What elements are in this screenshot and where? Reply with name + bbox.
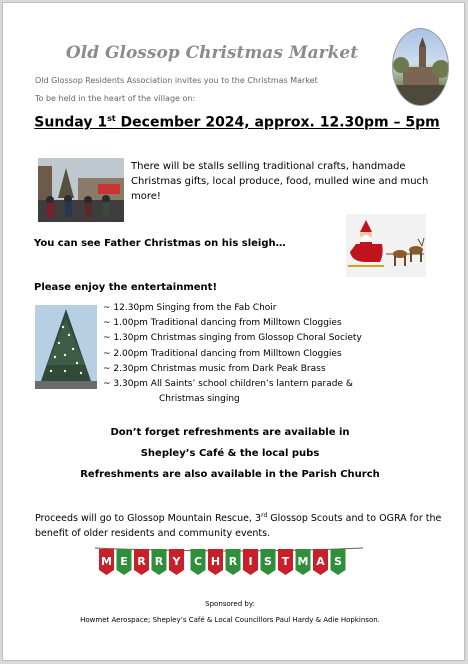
- schedule-item: ~ 1.00pm Traditional dancing from Milltown Cloggies: [103, 318, 342, 329]
- banner-flag: [191, 549, 206, 575]
- banner-letter: S: [264, 555, 272, 568]
- banner-letter: R: [137, 555, 146, 568]
- schedule-item: ~ 2.30pm Christmas music from Dark Peak Brass: [103, 363, 326, 374]
- banner-letter: A: [316, 555, 325, 568]
- banner-letter: M: [101, 555, 112, 568]
- banner-letter: I: [248, 555, 253, 568]
- market-crowd-photo: [38, 158, 124, 222]
- schedule-item: ~ 2.00pm Traditional dancing from Milltown Cloggies: [103, 348, 342, 359]
- refreshments-line-3: Refreshments are also available in the Parish Church: [80, 469, 380, 480]
- banner-flag: [117, 549, 132, 575]
- banner-flag: [313, 549, 328, 575]
- stalls-description: There will be stalls selling traditional crafts, handmade Christmas gifts, local produce, food, mulled wine and much more!: [131, 161, 429, 202]
- banner-flag: [208, 549, 223, 575]
- banner-flag: [152, 549, 167, 575]
- village-church-photo: [392, 28, 449, 106]
- refreshments-line-2: Shepley’s Café & the local pubs: [140, 448, 320, 459]
- banner-flag: [169, 549, 184, 575]
- schedule-item-continued: Christmas singing: [159, 394, 240, 405]
- banner-flag: [243, 549, 258, 575]
- banner-letter: S: [334, 555, 342, 568]
- schedule-item: ~ 1.30pm Christmas singing from Glossop Choral Society: [103, 333, 362, 344]
- proceeds-text: Proceeds will go to Glossop Mountain Rescue, 3rd Glossop Scouts and to OGRA for the benefit of older residents and community events.: [35, 512, 442, 540]
- event-date: Sunday 1st December 2024, approx. 12.30pm – 5pm: [34, 114, 440, 131]
- sponsors-list: Howmet Aerospace; Shepley’s Café & Local Councillors Paul Hardy & Adie Hopkinson.: [80, 616, 380, 624]
- entertainment-schedule: [103, 301, 362, 407]
- banner-flag: [278, 549, 293, 575]
- father-christmas-text: You can see Father Christmas on his sleigh…: [34, 238, 286, 249]
- banner-flag: [99, 549, 114, 575]
- banner-flag: [134, 549, 149, 575]
- merry-christmas-banner: [95, 546, 363, 576]
- flyer-page: [2, 2, 465, 661]
- banner-letter: M: [297, 555, 309, 568]
- banner-letter: R: [228, 555, 238, 568]
- schedule-item: ~ 12.30pm Singing from the Fab Choir: [103, 303, 277, 313]
- entertainment-heading: Please enjoy the entertainment!: [34, 282, 217, 293]
- banner-flag: [226, 549, 241, 575]
- schedule-item: ~ 3.30pm All Saints’ school children’s lantern parade &: [103, 379, 353, 390]
- banner-letter: T: [281, 555, 290, 568]
- banner-letter: C: [193, 555, 203, 568]
- refreshments-line-1: Don’t forget refreshments are available in: [110, 427, 350, 438]
- banner-letter: R: [154, 555, 164, 568]
- invitation-text: Old Glossop Residents Association invites you to the Christmas Market: [35, 76, 318, 85]
- sponsored-label: Sponsored by:: [205, 600, 255, 608]
- banner-flag: [261, 549, 276, 575]
- santa-sleigh-image: [346, 214, 426, 277]
- banner-letter: Y: [172, 555, 181, 568]
- christmas-tree-photo: [35, 305, 97, 389]
- banner-flag: [296, 549, 311, 575]
- banner-flag: [331, 549, 346, 575]
- banner-letter: H: [210, 555, 221, 568]
- flyer-title: Old Glossop Christmas Market: [65, 43, 359, 63]
- banner-letter: E: [120, 555, 128, 568]
- location-text: To be held in the heart of the village on:: [35, 94, 196, 103]
